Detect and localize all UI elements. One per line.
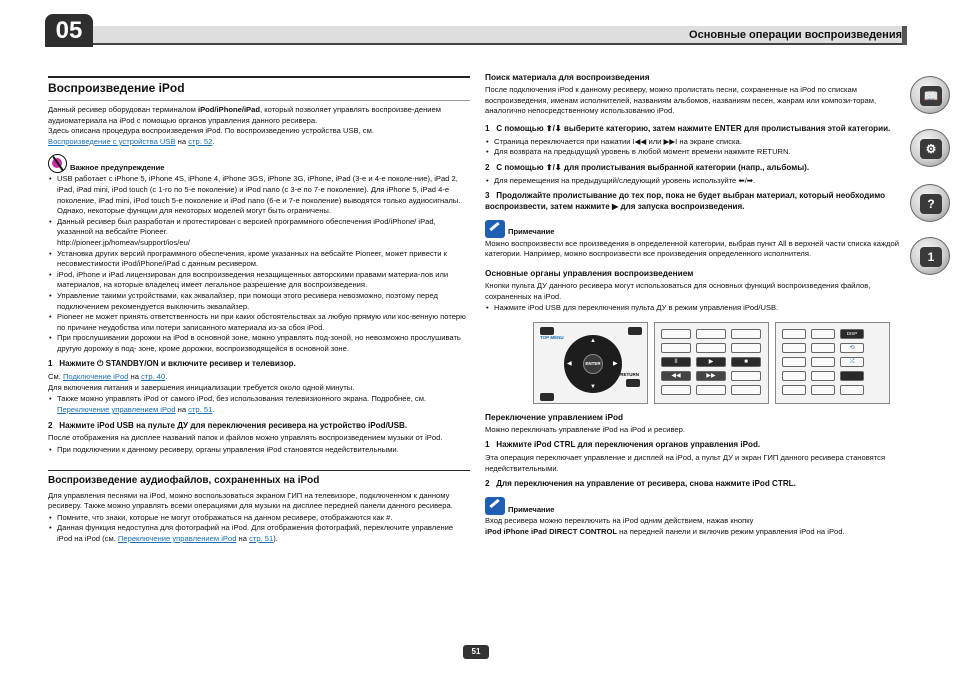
chapter-number-badge: 05	[45, 14, 93, 47]
controls-list	[485, 303, 907, 314]
remote-key[interactable]	[782, 357, 806, 367]
step-1-text: Для включения питания и завершения инициализации требуется около одной минуты.	[48, 382, 355, 392]
remote-dpad-panel	[533, 322, 648, 404]
chapter-header-edge	[902, 26, 907, 45]
settings-icon[interactable]: ⚙	[910, 129, 950, 167]
down-arrow-icon[interactable]: ▼	[590, 383, 596, 390]
remote-key[interactable]	[661, 329, 691, 339]
link-page-52[interactable]: стр. 52	[188, 136, 213, 146]
right-arrow-icon[interactable]: ▶	[613, 360, 618, 367]
display-button[interactable]: DISP	[840, 329, 864, 339]
remote-button[interactable]	[628, 327, 642, 335]
remote-key[interactable]	[811, 371, 835, 381]
search-paragraph: После подключения iPod к данному ресиверу, можно пролистать песни, сохраненные на iPod по спискам воспроизведения, именам исполнителей, названиям альбомов, названиям песен, жанрам или компози-торам, аналогично непосредственному использованию iPod.	[485, 85, 877, 116]
up-arrow-icon[interactable]: ▲	[590, 337, 596, 344]
section-title-search: Поиск материала для воспроизведения	[485, 72, 650, 82]
list-item: • Также можно управлять iPod от самого iPod, без использования телевизионного экрана. Подробнее, см. Переключение управлением iPod на стр. 51.	[48, 394, 470, 415]
switch-step-1-text: Эта операция переключает управление и дисплей на iPod, а пульт ДУ и экран ГИП данного ресивера становятся недействительными.	[485, 453, 886, 473]
search-step-2: 2 С помощью ⬆/⬇ для пролистывания выбранной категории (напр., альбомы).	[485, 162, 810, 172]
remote-playback-panel	[654, 322, 769, 404]
search-step-1: 1 С помощью ⬆/⬇ выберите категорию, затем нажмите ENTER для пролистывания этой категории.	[485, 123, 891, 133]
link-page-51[interactable]: стр. 51	[188, 405, 213, 415]
note-2-text: Вход ресивера можно переключить на iPod одним действием, нажав кнопку	[485, 516, 754, 526]
list-item: • Данная функция недоступна для фотографий на iPod. Для отображения фотографий, переключите управление iPod на iPod (см. Переключение управлением iPod на стр. 51).	[48, 523, 470, 544]
play-button[interactable]: ▶	[696, 357, 726, 367]
remote-key[interactable]	[840, 371, 864, 381]
return-label: RETURN	[620, 371, 639, 377]
switch-step-1: 1 Нажмите iPod CTRL для переключения органов управления iPod.	[485, 440, 761, 450]
step-1-list	[48, 394, 470, 415]
remote-button[interactable]	[540, 327, 554, 335]
remote-key[interactable]	[811, 357, 835, 367]
stop-button[interactable]: ■	[731, 357, 761, 367]
remote-key[interactable]	[731, 329, 761, 339]
warning-title: Важное предупреждение	[70, 162, 165, 172]
note-2-text-cont: iPod iPhone iPad DIRECT CONTROL на передней панели и включив режим управления iPod на iPod.	[485, 526, 845, 536]
warning-icon	[48, 154, 67, 173]
remote-key[interactable]	[696, 343, 726, 353]
remote-button[interactable]	[540, 393, 554, 401]
info-icon[interactable]: 1	[910, 237, 950, 275]
list-item: • Для перемещения на предыдущий/следующий уровень используйте ⬅/➡.	[485, 176, 907, 187]
note-title: Примечание	[508, 504, 555, 514]
list-item: • Нажмите iPod USB для переключения пульта ДУ в режим управления iPod/USB.	[485, 303, 907, 314]
search-step-1-list	[485, 137, 907, 158]
note-header-2	[485, 497, 907, 515]
memo-icon	[485, 497, 505, 515]
remote-key[interactable]	[731, 371, 761, 381]
remote-key[interactable]	[731, 385, 761, 395]
audio-paragraph: Для управления песнями на iPod, можно воспользоваться экраном ГИП на телевизоре, подключенном к данному ресиверу. Также можно управлять всеми операциями для музыки на дисплее передней панели данного ресивера.	[48, 490, 453, 511]
warning-list	[48, 174, 470, 354]
remote-key[interactable]	[696, 329, 726, 339]
remote-key[interactable]	[661, 385, 691, 395]
link-connect-ipod[interactable]: Подключение iPod	[62, 372, 129, 382]
section-title-audio: Воспроизведение аудиофайлов, сохраненных на iPod	[48, 470, 470, 487]
link-page-51-2[interactable]: стр. 51	[249, 534, 274, 543]
remote-key[interactable]	[782, 385, 806, 395]
list-item: • Данный ресивер был разработан и протестирован с версией программного обеспечения iPod/iPhone/ iPad, указанной на вебсайте Pioneer. http://pioneer.jp/homeav/support/ios/eu/	[48, 217, 470, 249]
search-step-3: 3 Продолжайте пролистывание до тех пор, пока не будет выбран материал, который необходимо воспроизвести, затем нажмите ▶ для запуска воспроизведения.	[485, 191, 886, 211]
enter-button[interactable]: ENTER	[583, 354, 603, 374]
link-switch-ipod-control-2[interactable]: Переключение управлением iPod	[117, 534, 237, 543]
remote-key[interactable]	[731, 343, 761, 353]
section-title-ipod: Воспроизведение iPod	[48, 76, 470, 96]
note-title: Примечание	[508, 227, 555, 237]
memo-icon	[485, 220, 505, 238]
remote-key[interactable]	[840, 385, 864, 395]
intro-usb-reference: Здесь описана процедура воспроизведения iPod. По воспроизведению устройства USB, см. Воспроизведение с устройства USB на стр. 52.	[48, 126, 374, 146]
link-usb-playback[interactable]: Воспроизведение с устройства USB	[48, 136, 176, 146]
list-item: • Установка других версий программного обеспечения, кроме указанных на вебсайте Pioneer, может привести к несовместимости iPod/iPhone/iPad с данным ресивером.	[48, 249, 470, 270]
remote-key[interactable]	[811, 385, 835, 395]
left-arrow-icon[interactable]: ◀	[567, 360, 572, 367]
return-button[interactable]	[626, 379, 640, 387]
remote-key[interactable]	[696, 385, 726, 395]
remote-key[interactable]	[782, 343, 806, 353]
fast-forward-button[interactable]: ▶▶	[696, 371, 726, 381]
remote-key[interactable]	[782, 371, 806, 381]
warning-header	[48, 154, 470, 173]
controls-paragraph: Кнопки пульта ДУ данного ресивера могут использоваться для основных функций воспроизведения файлов, сохраненных на iPod.	[485, 280, 871, 301]
top-menu-label: TOP MENU	[540, 334, 564, 340]
remote-control-figure	[533, 322, 907, 404]
step-1-see: См. Подключение iPod на стр. 40.	[48, 372, 168, 382]
list-item: • Для возврата на предыдущий уровень в любой момент времени нажмите RETURN.	[485, 147, 907, 158]
shuffle-icon[interactable]: ⤮	[840, 357, 864, 367]
note-header-1	[485, 220, 907, 238]
faq-icon[interactable]: ?	[910, 184, 950, 222]
switch-paragraph: Можно переключать управление iPod на iPod и ресивер.	[485, 424, 685, 434]
step-1: 1 Нажмите ⏻ STANDBY/ON и включите ресивер и телевизор.	[48, 359, 296, 369]
list-item: • Управление такими устройствами, как эквалайзер, при помощи этого ресивера невозможно, поэтому перед подключением рекомендуется выключить эквалайзер.	[48, 291, 470, 312]
pause-button[interactable]: II	[661, 357, 691, 367]
step-2-list	[48, 445, 470, 456]
step-2: 2 Нажмите iPod USB на пульте ДУ для переключения ресивера на устройство iPod/USB.	[48, 420, 408, 430]
repeat-icon[interactable]: ⟲	[840, 343, 864, 353]
remote-dpad[interactable]	[564, 335, 622, 393]
intro-paragraph: Данный ресивер оборудован терминалом iPod/iPhone/iPad, который позволяет управлять воспроизве-дением аудиоматериала на iPod с помощью органов управления данного ресивера.	[48, 105, 441, 125]
rewind-button[interactable]: ◀◀	[661, 371, 691, 381]
list-item: • Pioneer не может принять ответственность ни при каких обстоятельствах за любую прямую или кос-венную потерю по причине неудобства или потери записанного материала из-за сбоя iPod.	[48, 312, 470, 333]
right-column	[485, 72, 907, 537]
remote-key[interactable]	[782, 329, 806, 339]
list-item: • iPod, iPhone и iPad лицензирован для воспроизведения незащищенных авторскими правами материа-лов или материалов, на которые владелец имеет легальное разрешение для воспроизведения.	[48, 270, 470, 291]
step-2-text: После отображения на дисплее названий папок и файлов можно управлять воспроизведением музыки от iPod.	[48, 433, 443, 443]
remote-key[interactable]	[811, 343, 835, 353]
list-item: • При подключении к данному ресиверу, органы управления iPod становятся недействительными.	[48, 445, 470, 456]
book-icon[interactable]: 📖	[910, 76, 950, 114]
section-divider	[48, 100, 470, 101]
list-item: • При прослушивании дорожки на iPod в основной зоне, можно управлять под-зоной, но невозможно прослушивать другую дорожку в под- зоне, кроме дорожки, воспроизводящейся в основной зоне.	[48, 333, 470, 354]
link-switch-ipod-control[interactable]: Переключение управлением iPod	[57, 405, 176, 415]
search-step-2-list	[485, 176, 907, 187]
remote-side-panel	[775, 322, 890, 404]
link-page-40[interactable]: стр. 40	[141, 372, 166, 382]
note-1-text: Можно воспроизвести все произведения в определенной категории, выбрав пункт All в верхней части списка каждой категории. Например, можно воспроизвести все произведения определенного исполнителя.	[485, 238, 899, 259]
page-number: 51	[463, 645, 489, 659]
switch-step-2: 2 Для переключения на управление от ресивера, снова нажмите iPod CTRL.	[485, 479, 796, 489]
list-item: • Помните, что знаки, которые не могут отображаться на данном ресивере, отображаются как #.	[48, 513, 470, 524]
chapter-title: Основные операции воспроизведения	[689, 29, 902, 41]
section-title-controls: Основные органы управления воспроизведением	[485, 267, 694, 278]
section-title-switch: Переключение управлением iPod	[485, 411, 624, 422]
remote-key[interactable]	[811, 329, 835, 339]
list-item: • USB работает с iPhone 5, iPhone 4S, iPhone 4, iPhone 3GS, iPhone 3G, iPhone, iPad (3-е и 4-е поколе-ние), iPad 2, iPad, iPad mini, iPod touch (с 1-го по 5-е поколение) и iPod nano (с 3-е по 7-е поколение). Для iPhone 5, iPad 4-е поколение, iPad mini, iPod touch 5-е поколение и iPod nano (6-е и 7-е поколение) выводятся только аудиосигналы. Однако, некоторые функции для некоторых моделей могут быть ограничены.	[48, 174, 470, 216]
list-item: • Страница переключается при нажатии I◀◀ или ▶▶I на экране списка.	[485, 137, 907, 148]
left-column	[48, 76, 470, 546]
remote-key[interactable]	[661, 343, 691, 353]
audio-list	[48, 513, 470, 545]
